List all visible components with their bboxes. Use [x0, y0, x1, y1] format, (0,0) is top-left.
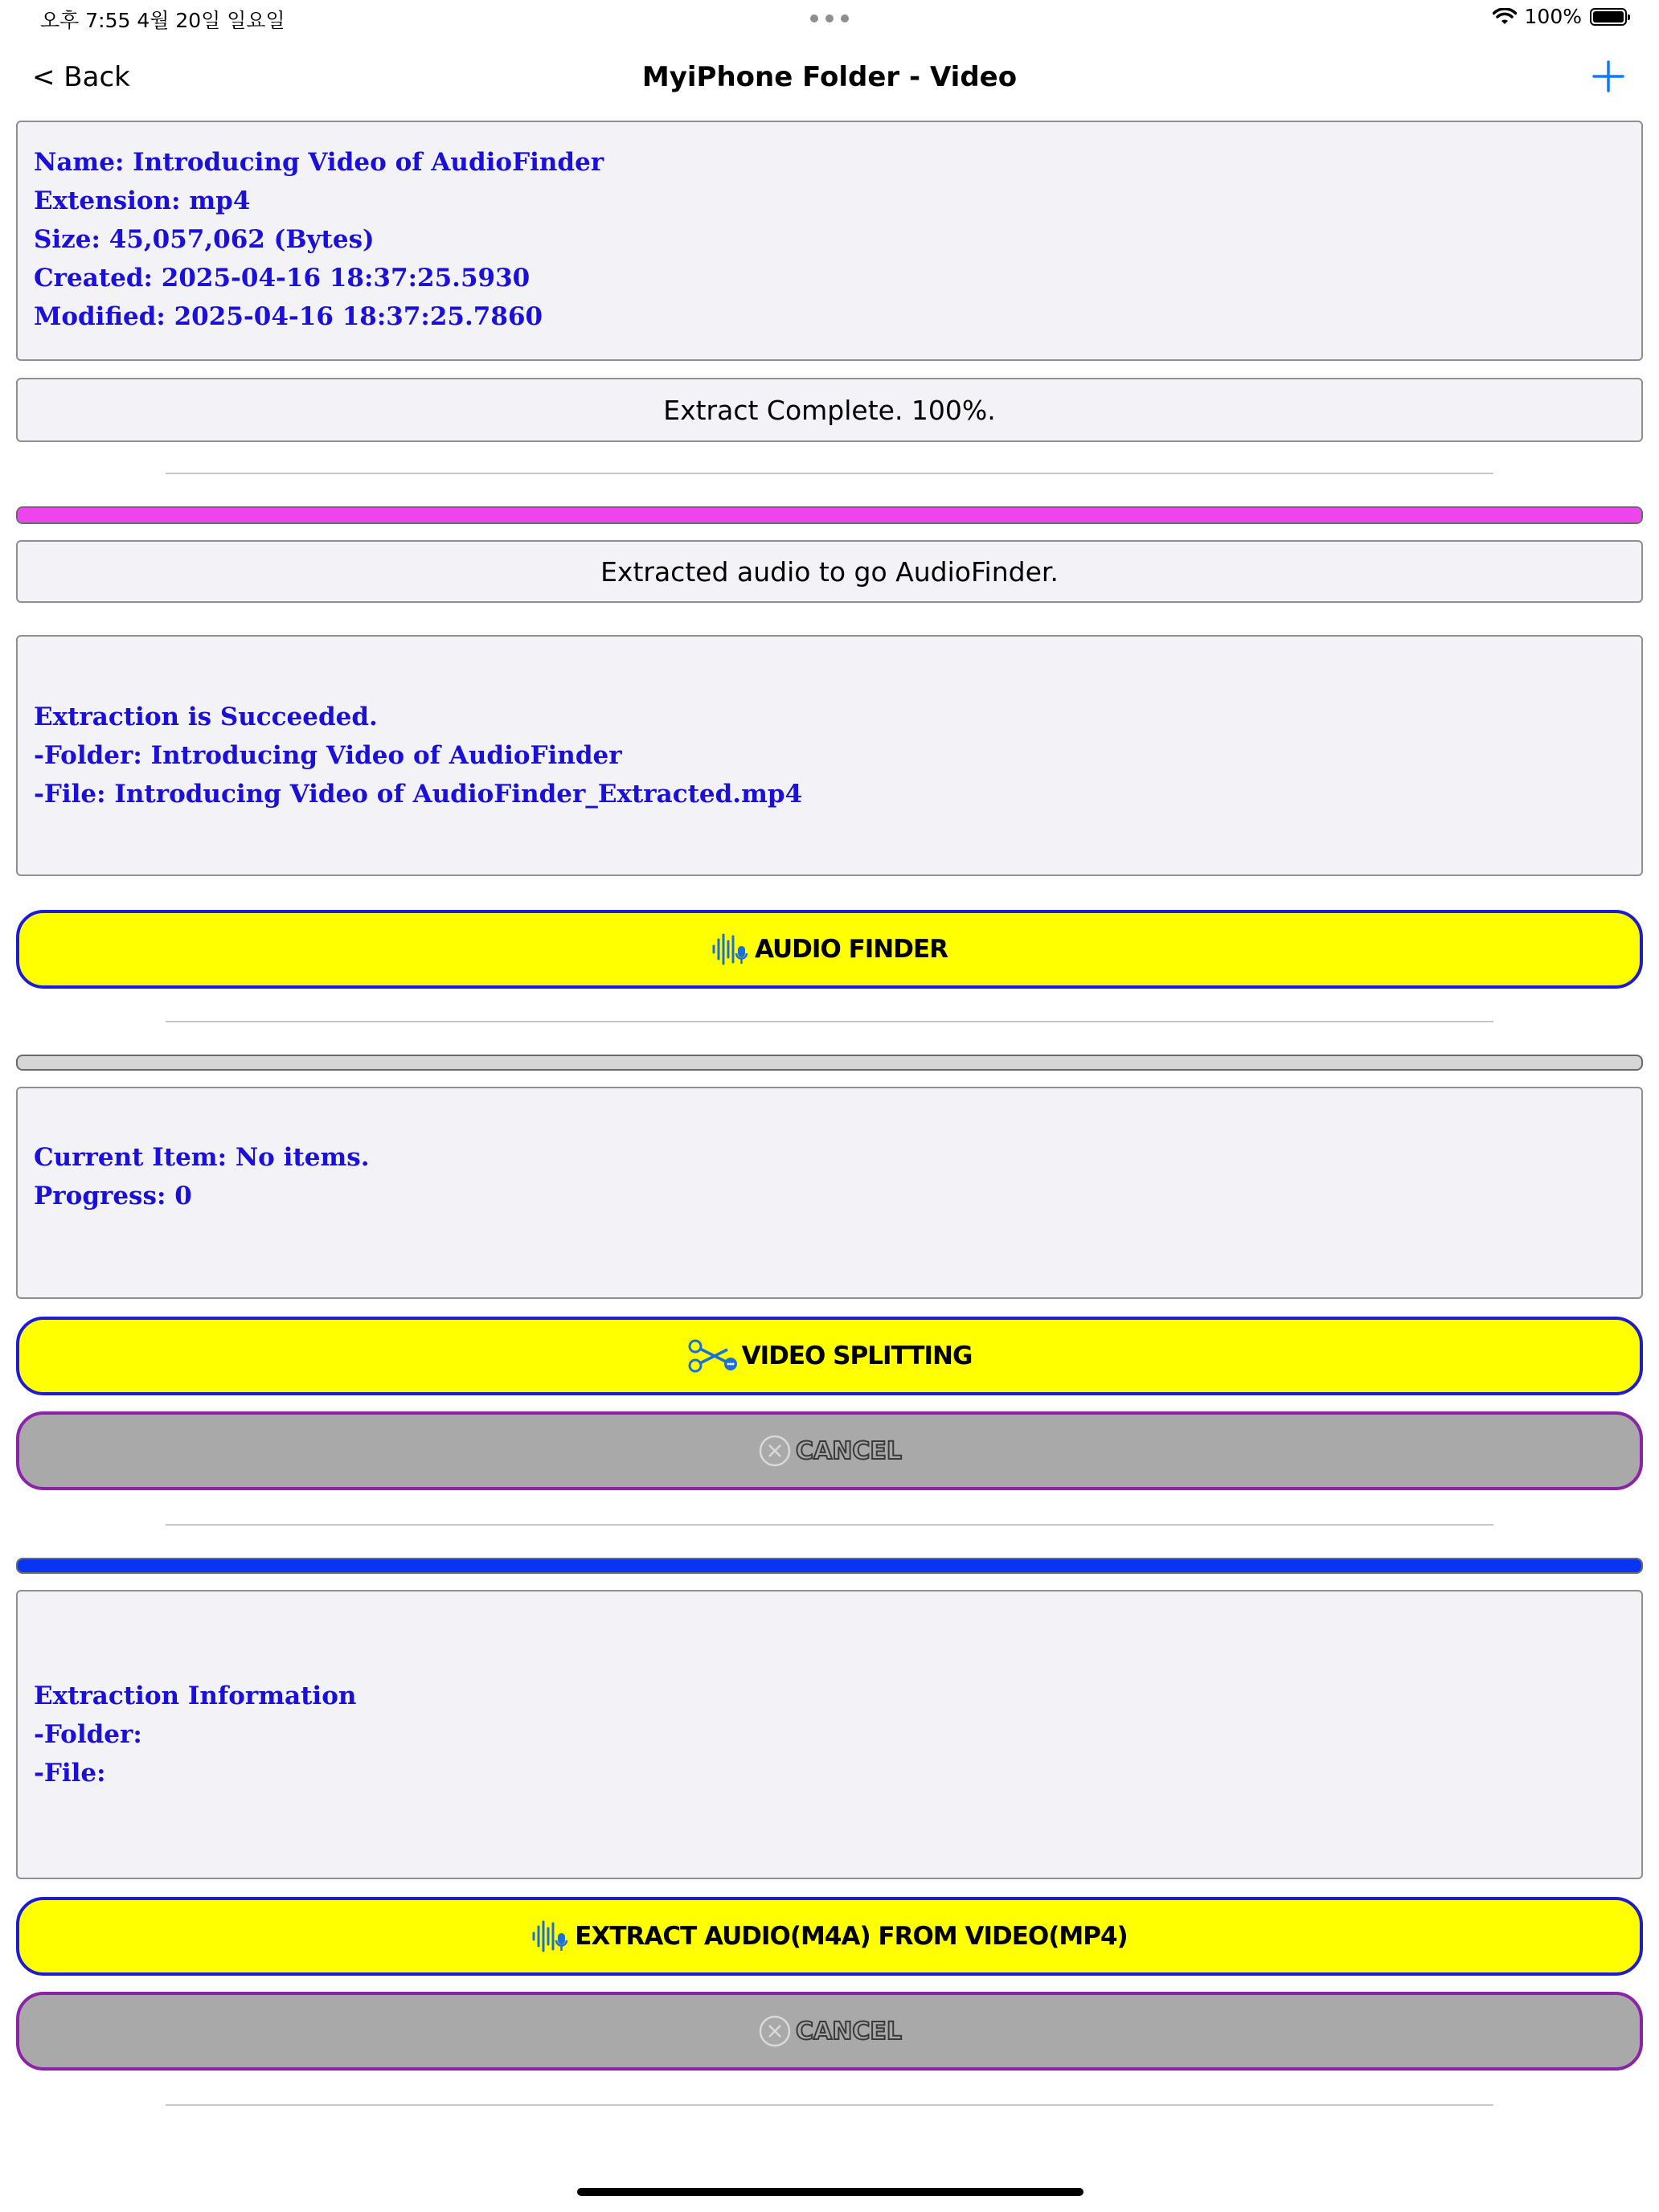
split-progress-text: Progress: 0 [34, 1182, 192, 1210]
plus-icon[interactable] [1591, 59, 1625, 93]
audio-waveform-icon [531, 1919, 571, 1954]
wifi-icon [1493, 8, 1517, 26]
close-circle-icon [757, 1433, 793, 1469]
audio-extract-progress-bar [16, 1558, 1643, 1574]
extract-status-field [16, 378, 1643, 442]
battery-percent: 100% [1524, 5, 1582, 28]
home-indicator[interactable] [577, 2188, 1083, 2196]
audio-waveform-icon [711, 932, 752, 967]
extraction-info-title: Extraction Information [34, 1682, 357, 1710]
battery-level [1593, 11, 1624, 23]
status-time-date: 오후 7:55 4월 20일 일요일 [40, 9, 285, 32]
split-current-item: Current Item: No items. [34, 1143, 370, 1172]
scissors-icon [687, 1338, 739, 1374]
video-splitting-label: VIDEO SPLITTING [741, 1342, 973, 1370]
extraction-info-file: -File: [34, 1759, 106, 1788]
status-indicators [1493, 5, 1627, 28]
go-status-text: Extracted audio to go AudioFinder. [600, 555, 1059, 588]
go-status-field [16, 540, 1643, 603]
extraction-result-title: Extraction is Succeeded. [34, 703, 378, 731]
separator [166, 1524, 1493, 1526]
audio-finder-label: AUDIO FINDER [754, 935, 948, 964]
file-modified: Modified: 2025-04-16 18:37:25.7860 [34, 302, 543, 331]
video-splitting-button[interactable] [16, 1317, 1643, 1395]
cancel-split-button[interactable] [16, 1411, 1643, 1490]
extraction-info-folder: -Folder: [34, 1720, 142, 1749]
audio-finder-button[interactable] [16, 910, 1643, 989]
split-progress-bar [16, 1055, 1643, 1071]
page-title: MyiPhone Folder - Video [641, 61, 1018, 93]
extract-progress-fill [18, 508, 1641, 522]
close-circle-icon [757, 2013, 793, 2049]
cancel-split-label: CANCEL [796, 1436, 902, 1465]
extraction-result-panel [16, 635, 1643, 876]
cancel-extract-button[interactable] [16, 1992, 1643, 2071]
file-size: Size: 45,057,062 (Bytes) [34, 225, 375, 254]
multitasking-dots-icon[interactable] [810, 14, 849, 23]
file-created: Created: 2025-04-16 18:37:25.5930 [34, 264, 530, 293]
extract-progress-bar [16, 506, 1643, 524]
file-extension: Extension: mp4 [34, 186, 251, 215]
extract-audio-label: EXTRACT AUDIO(M4A) FROM VIDEO(MP4) [575, 1922, 1128, 1951]
back-button[interactable]: < Back [32, 61, 130, 93]
extract-status-text: Extract Complete. 100%. [663, 394, 996, 426]
file-info-panel [16, 121, 1643, 361]
separator [166, 2104, 1493, 2106]
extraction-info-panel [16, 1590, 1643, 1879]
split-info-panel [16, 1087, 1643, 1299]
separator [166, 473, 1493, 474]
cancel-extract-label: CANCEL [796, 2017, 902, 2046]
file-name: Name: Introducing Video of AudioFinder [34, 148, 604, 177]
battery-icon [1590, 8, 1627, 26]
separator [166, 1021, 1493, 1022]
extraction-result-folder: -Folder: Introducing Video of AudioFinder [34, 741, 622, 770]
extraction-result-file: -File: Introducing Video of AudioFinder_Extracted.mp4 [34, 780, 803, 809]
extract-audio-button[interactable] [16, 1897, 1643, 1976]
audio-extract-progress-fill [18, 1559, 1641, 1572]
